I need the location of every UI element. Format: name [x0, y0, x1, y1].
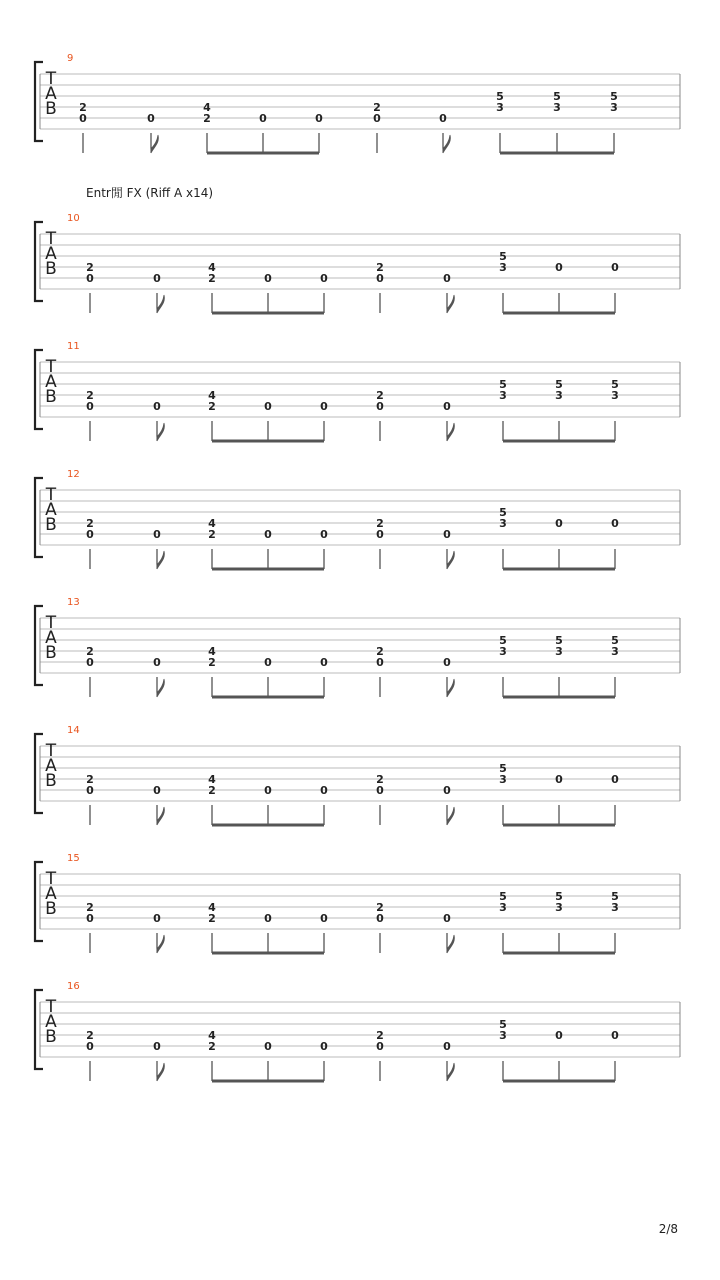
fret-number: 0 — [320, 656, 328, 669]
fret-number: 0 — [555, 1029, 563, 1042]
fret-number: 0 — [443, 528, 451, 541]
fret-number: 0 — [153, 272, 161, 285]
fret-number: 3 — [553, 101, 561, 114]
fret-number: 5 — [499, 506, 507, 519]
fret-number: 2 — [86, 901, 94, 914]
fret-number: 0 — [376, 656, 384, 669]
fret-number: 3 — [611, 389, 619, 402]
fret-number: 0 — [86, 784, 94, 797]
fret-number: 2 — [376, 517, 384, 530]
fret-number: 0 — [555, 261, 563, 274]
tab-clef-letter: B — [45, 643, 57, 663]
fret-number: 3 — [496, 101, 504, 114]
eighth-flag — [157, 679, 164, 697]
fret-number: 2 — [203, 112, 211, 125]
tab-system — [35, 597, 680, 697]
tab-clef-letter: B — [45, 899, 57, 919]
fret-number: 3 — [499, 773, 507, 786]
fret-number: 0 — [373, 112, 381, 125]
measure-number: 14 — [67, 725, 80, 736]
eighth-flag — [157, 423, 164, 441]
fret-number: 0 — [86, 1040, 94, 1053]
fret-number: 0 — [264, 272, 272, 285]
tab-clef-letter: T — [45, 485, 57, 505]
fret-number: 5 — [611, 634, 619, 647]
fret-number: 0 — [153, 1040, 161, 1053]
fret-number: 0 — [86, 528, 94, 541]
fret-number: 0 — [153, 784, 161, 797]
fret-number: 0 — [376, 1040, 384, 1053]
measure-number: 10 — [67, 213, 80, 224]
measure-number: 16 — [67, 981, 80, 992]
fret-number: 5 — [499, 250, 507, 263]
fret-number: 0 — [320, 1040, 328, 1053]
fret-number: 0 — [439, 112, 447, 125]
fret-number: 0 — [86, 656, 94, 669]
fret-number: 2 — [208, 912, 216, 925]
fret-number: 2 — [208, 272, 216, 285]
fret-number: 5 — [499, 1018, 507, 1031]
eighth-flag — [447, 679, 454, 697]
fret-number: 4 — [208, 1029, 216, 1042]
fret-number: 0 — [376, 912, 384, 925]
fret-number: 2 — [208, 400, 216, 413]
fret-number: 2 — [376, 901, 384, 914]
fret-number: 0 — [611, 517, 619, 530]
page-number: 2/8 — [658, 1222, 678, 1236]
tab-clef-letter: B — [45, 387, 57, 407]
fret-number: 4 — [208, 389, 216, 402]
fret-number: 2 — [86, 517, 94, 530]
fret-number: 5 — [553, 90, 561, 103]
fret-number: 5 — [555, 378, 563, 391]
fret-number: 0 — [320, 784, 328, 797]
tab-clef-letter: A — [45, 1012, 57, 1032]
fret-number: 4 — [208, 517, 216, 530]
tab-clef-letter: T — [45, 741, 57, 761]
fret-number: 0 — [86, 272, 94, 285]
measure-number: 12 — [67, 469, 80, 480]
fret-number: 0 — [153, 400, 161, 413]
fret-number: 2 — [376, 389, 384, 402]
fret-number: 2 — [376, 1029, 384, 1042]
tab-clef-letter: A — [45, 756, 57, 776]
fret-number: 3 — [499, 901, 507, 914]
eighth-flag — [447, 1063, 454, 1081]
fret-number: 2 — [86, 389, 94, 402]
eighth-flag — [157, 551, 164, 569]
tab-system — [35, 53, 680, 153]
fret-number: 4 — [208, 773, 216, 786]
fret-number: 2 — [86, 1029, 94, 1042]
fret-number: 3 — [499, 389, 507, 402]
fret-number: 0 — [443, 1040, 451, 1053]
tab-clef-letter: T — [45, 229, 57, 249]
fret-number: 2 — [86, 261, 94, 274]
tab-clef-letter: A — [45, 628, 57, 648]
fret-number: 0 — [555, 773, 563, 786]
fret-number: 4 — [208, 645, 216, 658]
eighth-flag — [447, 551, 454, 569]
fret-number: 2 — [86, 773, 94, 786]
tab-clef-letter: T — [45, 357, 57, 377]
fret-number: 0 — [153, 912, 161, 925]
fret-number: 4 — [203, 101, 211, 114]
fret-number: 3 — [555, 901, 563, 914]
tab-clef-letter: A — [45, 84, 57, 104]
fret-number: 2 — [86, 645, 94, 658]
fret-number: 3 — [611, 645, 619, 658]
tab-clef-letter: A — [45, 372, 57, 392]
fret-number: 0 — [79, 112, 87, 125]
fret-number: 5 — [499, 890, 507, 903]
fret-number: 3 — [499, 261, 507, 274]
fret-number: 0 — [320, 912, 328, 925]
eighth-flag — [157, 1063, 164, 1081]
fret-number: 2 — [376, 645, 384, 658]
section-annotation: Entr閒 FX (Riff A x14) — [86, 186, 214, 200]
tab-clef-letter: B — [45, 1027, 57, 1047]
fret-number: 5 — [499, 762, 507, 775]
fret-number: 0 — [315, 112, 323, 125]
fret-number: 0 — [86, 400, 94, 413]
fret-number: 5 — [611, 890, 619, 903]
fret-number: 0 — [320, 400, 328, 413]
tab-clef-letter: B — [45, 771, 57, 791]
fret-number: 5 — [555, 890, 563, 903]
eighth-flag — [447, 295, 454, 313]
tab-clef-letter: T — [45, 869, 57, 889]
fret-number: 0 — [86, 912, 94, 925]
fret-number: 2 — [208, 528, 216, 541]
fret-number: 0 — [555, 517, 563, 530]
fret-number: 0 — [611, 261, 619, 274]
fret-number: 0 — [147, 112, 155, 125]
tab-clef-letter: T — [45, 613, 57, 633]
fret-number: 3 — [611, 901, 619, 914]
eighth-flag — [157, 807, 164, 825]
fret-number: 3 — [499, 1029, 507, 1042]
fret-number: 2 — [376, 261, 384, 274]
fret-number: 2 — [208, 1040, 216, 1053]
fret-number: 5 — [555, 634, 563, 647]
fret-number: 5 — [499, 378, 507, 391]
eighth-flag — [447, 807, 454, 825]
tab-system — [35, 469, 680, 569]
fret-number: 0 — [443, 400, 451, 413]
tab-clef-letter: A — [45, 244, 57, 264]
measure-number: 9 — [67, 53, 74, 64]
fret-number: 0 — [153, 528, 161, 541]
fret-number: 0 — [611, 1029, 619, 1042]
fret-number: 0 — [376, 400, 384, 413]
eighth-flag — [447, 423, 454, 441]
fret-number: 0 — [376, 272, 384, 285]
tab-system — [35, 981, 680, 1081]
eighth-flag — [447, 935, 454, 953]
fret-number: 3 — [610, 101, 618, 114]
fret-number: 2 — [208, 784, 216, 797]
tab-system — [35, 853, 680, 953]
fret-number: 0 — [264, 1040, 272, 1053]
tab-clef-letter: B — [45, 99, 57, 119]
fret-number: 3 — [499, 517, 507, 530]
tab-clef-letter: T — [45, 997, 57, 1017]
eighth-flag — [157, 935, 164, 953]
tab-clef-letter: B — [45, 259, 57, 279]
fret-number: 4 — [208, 901, 216, 914]
fret-number: 0 — [443, 912, 451, 925]
fret-number: 0 — [264, 528, 272, 541]
eighth-flag — [157, 295, 164, 313]
fret-number: 0 — [320, 528, 328, 541]
fret-number: 4 — [208, 261, 216, 274]
tab-clef-letter: A — [45, 884, 57, 904]
fret-number: 2 — [373, 101, 381, 114]
fret-number: 0 — [264, 400, 272, 413]
fret-number: 0 — [443, 272, 451, 285]
measure-number: 13 — [67, 597, 80, 608]
fret-number: 5 — [610, 90, 618, 103]
eighth-flag — [443, 135, 450, 153]
eighth-flag — [151, 135, 158, 153]
fret-number: 0 — [264, 656, 272, 669]
fret-number: 0 — [264, 912, 272, 925]
fret-number: 3 — [555, 389, 563, 402]
tab-system — [35, 725, 680, 825]
fret-number: 5 — [499, 634, 507, 647]
fret-number: 0 — [376, 784, 384, 797]
fret-number: 3 — [499, 645, 507, 658]
fret-number: 0 — [611, 773, 619, 786]
fret-number: 2 — [208, 656, 216, 669]
measure-number: 11 — [67, 341, 80, 352]
tab-clef-letter: A — [45, 500, 57, 520]
measure-number: 15 — [67, 853, 80, 864]
fret-number: 0 — [443, 656, 451, 669]
fret-number: 0 — [320, 272, 328, 285]
tab-clef-letter: B — [45, 515, 57, 535]
fret-number: 0 — [443, 784, 451, 797]
fret-number: 0 — [264, 784, 272, 797]
fret-number: 0 — [376, 528, 384, 541]
fret-number: 2 — [376, 773, 384, 786]
tab-system — [35, 341, 680, 441]
fret-number: 2 — [79, 101, 87, 114]
fret-number: 5 — [611, 378, 619, 391]
fret-number: 5 — [496, 90, 504, 103]
fret-number: 3 — [555, 645, 563, 658]
fret-number: 0 — [153, 656, 161, 669]
tab-clef-letter: T — [45, 69, 57, 89]
tab-system — [35, 213, 680, 313]
fret-number: 0 — [259, 112, 267, 125]
